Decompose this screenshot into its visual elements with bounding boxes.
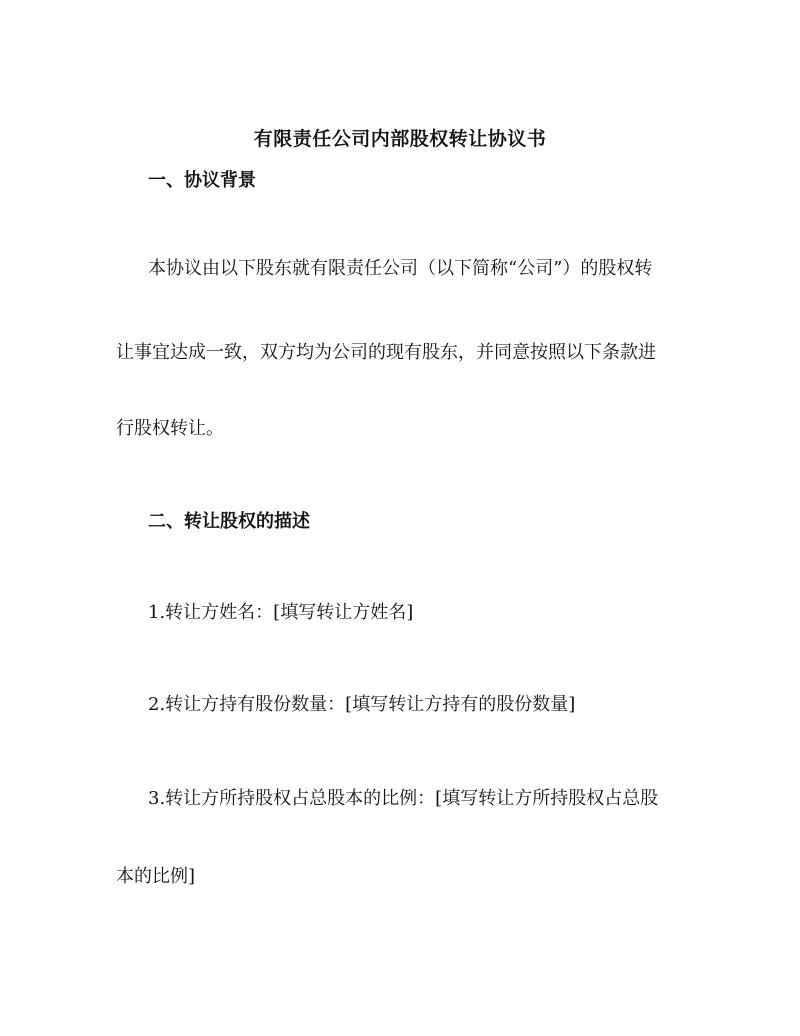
item-3-share-ratio-line-1: 3.转让方所持股权占总股本的比例：[填写转让方所持股权占总股	[148, 788, 659, 809]
section-1-paragraph-line-2: 让事宜达成一致，双方均为公司的现有股东，并同意按照以下条款进	[116, 342, 656, 363]
section-2-heading: 二、转让股权的描述	[148, 511, 310, 532]
item-2-share-quantity: 2.转让方持有股份数量：[填写转让方持有的股份数量]	[148, 694, 576, 715]
section-1-heading: 一、协议背景	[148, 170, 256, 191]
item-3-share-ratio-line-2: 本的比例]	[116, 866, 196, 887]
section-1-paragraph-line-3: 行股权转让。	[116, 418, 224, 439]
document-title: 有限责任公司内部股权转让协议书	[253, 128, 547, 150]
section-1-paragraph-line-1: 本协议由以下股东就有限责任公司（以下简称“公司”）的股权转	[148, 258, 653, 279]
item-1-transferor-name: 1.转让方姓名：[填写转让方姓名]	[148, 602, 414, 623]
